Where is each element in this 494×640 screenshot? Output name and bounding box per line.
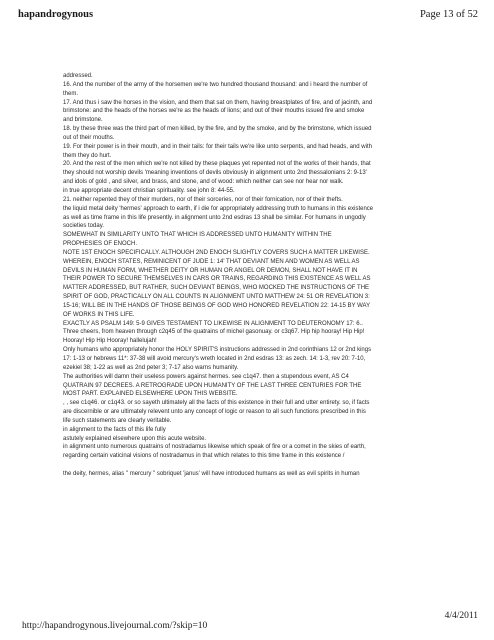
text-line: EXACTLY AS PSALM 149: 5-9 GIVES TESTAMENT TO LIKEWISE IN ALIGNMENT TO DEUTERONOMY 17: 6..: [63, 320, 363, 327]
footer-date: 4/4/2011: [444, 611, 478, 621]
text-line: Hooray! Hip Hip Hooray! hallelujah!: [63, 338, 157, 345]
text-line: and brimstone.: [63, 117, 103, 124]
text-line: QUATRAIN 97 DECREES. A RETROGRADE UPON HUMANITY OF THE LAST THREE CENTURIES FOR THE: [63, 382, 362, 389]
text-line: brimstone: and the heads of the horses we're as the heads of lions; and out of their mouths issued fire and smoke: [63, 108, 365, 115]
text-line: and idols of gold , and silver, and brass, and stone, and of wood: which neither can see nor hear nor walk.: [63, 179, 344, 186]
footer-url[interactable]: http://hapandrogynous.livejournal.com/?skip=10: [22, 621, 208, 631]
text-line: in alignment unto numerous quatrains of nostradamus likewise which speak of fire or a comet in the skies of earth,: [63, 444, 366, 451]
text-line: them they do hurt.: [63, 152, 112, 159]
text-line: astutely explained elsewhere upon this acute website.: [63, 435, 207, 442]
text-line: MOST PART. EXPLAINED ELSEWHERE UPON THIS WEBSITE.: [63, 391, 238, 398]
text-line: Three cheers, from heaven through c2q45 of the quatrains of michel gasonuay. or c3q67. Hip hip hooray! Hip Hip!: [63, 329, 365, 336]
text-line: OF WORKS IN THIS LIFE.: [63, 311, 135, 318]
text-line: ezekiel 38; 1-22 as well as 2nd peter 3; 7-17 also warns humanity.: [63, 364, 239, 371]
text-line: SOMEWHAT IN SIMILARITY UNTO THAT WHICH IS ADDRESSED UNTO HUMANITY WITHIN THE: [63, 232, 332, 239]
text-line: 19. For their power is in their mouth, and in their tails: for their tails we're like unto serpents, and had heads, and with: [63, 143, 372, 150]
text-line: 16. And the number of the army of the horsemen we're two hundred thousand thousand: and i heard the number of: [63, 81, 368, 88]
text-line: in alignment to the facts of this life fully: [63, 426, 166, 433]
text-line: in true appropriate decent christian spirituality. see john 8: 44-55.: [63, 187, 235, 194]
text-line: NOTE 1ST ENOCH SPECIFICALLY. ALTHOUGH 2ND ENOCH SLIGHTLY COVERS SUCH A MATTER LIKEWISE.: [63, 249, 370, 256]
text-line: them.: [63, 90, 79, 97]
text-line: the deity, hermes, alias " mercury " sobriquet 'janus' will have introduced humans as well as evil spirits in human: [63, 470, 360, 477]
text-line: the liquid metal deity 'hermes' approach to earth, if i die for appropriately addressing truth to humans in this existence: [63, 205, 374, 212]
text-line: [63, 461, 479, 470]
text-line: SPIRIT OF GOD, PRACTICALLY ON ALL COUNTS IN ALIGNMENT UNTO MATTHEW 24: 51 OR REVELATION 3:: [63, 294, 370, 301]
text-line: regarding certain vaticinal visions of nostradamus in that which relates to this time frame in this existence /: [63, 453, 345, 460]
text-line: 17. And thus i saw the horses in the vision, and them that sat on them, having breastplates of fire, and of jacinth, and: [63, 99, 373, 106]
text-line: MATTER ADDRESSED, BUT RATHER, SUCH DEVIANT BEINGS, WHO MOCKED THE INSTRUCTIONS OF THE: [63, 285, 370, 292]
text-line: The authorities will damn their useless powers against hermes. see c1q47. then a stupendous event, AS C4: [63, 373, 349, 380]
text-line: they should not worship devils 'meaning inventions of devils obviously in alignment unto 2nd thessalonians 2: 9-13': [63, 170, 367, 177]
text-line: Only humans who appropriately honor the HOLY SPIRIT'S instructions addressed in 2nd corinthians 12 or 2nd kings: [63, 347, 372, 354]
text-line: PROPHESIES OF ENOCH.: [63, 241, 138, 248]
text-line: life such statements are clearly veritable.: [63, 417, 172, 424]
page-number: Page 13 of 52: [419, 9, 478, 20]
text-line: DEVILS IN HUMAN FORM, WHETHER DEITY OR HUMAN OR ANGEL OR DEMON, SHALL NOT HAVE IT IN: [63, 267, 358, 274]
text-line: WHEREIN, ENOCH STATES, REMINICENT OF JUDE 1: 14' THAT DEVIANT MEN AND WOMEN AS WELL AS: [63, 258, 360, 265]
text-line: 21. neither repented they of their murders, nor of their sorceries, nor of their fornication, nor of their thefts.: [63, 196, 343, 203]
site-title: hapandrogynous: [18, 9, 94, 20]
text-line: societies today.: [63, 223, 104, 230]
text-line: 17: 1-13 or hebrews 11*: 37-38 will avoid mercury's wreth located in 2nd esdras 13: as zech. 14: 1-3, rev 20: 7-10,: [63, 356, 366, 362]
text-line: are discernible or are ultimately relevent unto any concept of logic or reason to all such functions prescribed in this: [63, 409, 366, 416]
text-line: addressed.: [63, 73, 93, 79]
text-line: 20. And the rest of the men which we're not killed by these plaques yet repented not of the works of their hands, that: [63, 161, 371, 168]
document-body: [63, 72, 479, 479]
text-line: THEIR POWER TO SECURE THEMSELVES IN CARS OR TRAINS, REGARDING THIS EXISTENCE AS WELL AS: [63, 276, 371, 283]
text-line: , , see c1q46. or c1q43. or so sayeth ultimately all the facts of this existence in their full and utter entirety. so, if facts: [63, 400, 370, 407]
text-line: 15-16; WILL BE IN THE HANDS OF THOSE BEINGS OF GOD WHO HONORED REVELATION 22: 14-15 BY WAY: [63, 302, 371, 309]
text-line: out of their mouths.: [63, 134, 115, 141]
text-line: 18. by these three was the third part of men killed, by the fire, and by the smoke, and by the brimstone, which issued: [63, 126, 372, 133]
text-line: as well as time frame in this life presently. in alignment unto 2nd esdras 13 shall be similar. For humans in ungodly: [63, 214, 366, 221]
